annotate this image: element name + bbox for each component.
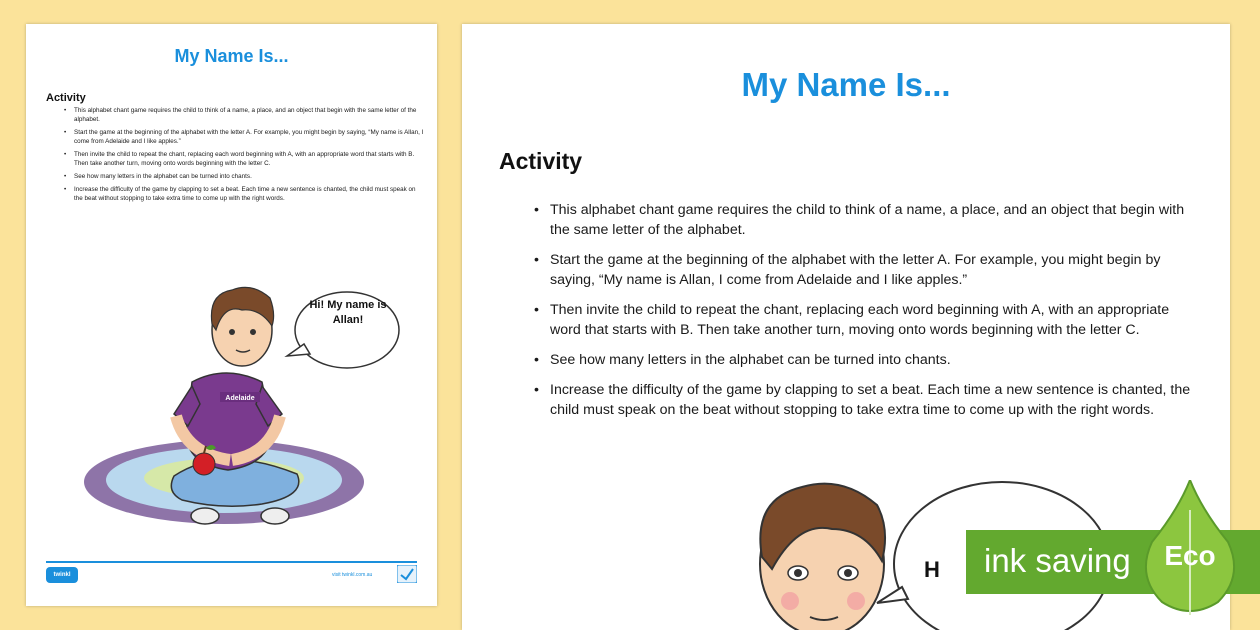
left-speech-bubble-text: Hi! My name is Allan! [309, 299, 387, 326]
footer-divider [46, 561, 417, 563]
left-activity-heading: Activity [46, 92, 86, 104]
footer-url: visit twinkl.com.au [332, 572, 373, 578]
list-item: • Start the game at the beginning of the alphabet with the letter A. For example, you might begin by saying, “My name is Allan, I come from Adelaide and I like apples.” [74, 128, 424, 146]
right-page-title: My Name Is... [741, 66, 951, 103]
list-item: • This alphabet chant game requires the child to think of a name, a place, and an object that begin with the same letter of the alphabet. [550, 200, 1200, 240]
list-item: • Start the game at the beginning of the alphabet with the letter A. For example, you might begin by saying, “My name is Allan, I come from Adelaide and I like apples.” [550, 250, 1200, 290]
list-item: • Increase the difficulty of the game by clapping to set a beat. Each time a new sentence is chanted, the child must speak on the beat without stopping to take extra time to come up with the right words. [74, 185, 424, 203]
left-page-title: My Name Is... [174, 46, 289, 66]
left-page-preview [26, 24, 437, 606]
list-item: • This alphabet chant game requires the child to think of a name, a place, and an object that begin with the same letter of the alphabet. [74, 106, 424, 124]
right-activity-list [550, 200, 1200, 430]
ink-saving-text: ink saving [984, 542, 1131, 579]
eco-label: Eco [1164, 540, 1216, 571]
right-bubble-partial-text: H [924, 557, 940, 582]
list-item: • Then invite the child to repeat the chant, replacing each word beginning with A, with an appropriate word that starts with B. Then take another turn, moving onto words beginning with the letter C. [74, 150, 424, 168]
list-item: • See how many letters in the alphabet can be turned into chants. [74, 172, 424, 181]
right-activity-heading: Activity [499, 148, 583, 174]
list-item: • Increase the difficulty of the game by clapping to set a beat. Each time a new sentence is chanted, the child must speak on the beat without stopping to take extra time to come up with the right words. [550, 380, 1200, 420]
quality-badge-icon [397, 565, 417, 583]
list-item: • See how many letters in the alphabet can be turned into chants. [550, 350, 1200, 370]
shirt-label: Adelaide [225, 395, 255, 402]
list-item: • Then invite the child to repeat the chant, replacing each word beginning with A, with an appropriate word that starts with B. Then take another turn, moving onto words beginning with the letter C. [550, 300, 1200, 340]
left-activity-list [74, 106, 424, 207]
twinkl-logo: twinkl [46, 567, 78, 583]
